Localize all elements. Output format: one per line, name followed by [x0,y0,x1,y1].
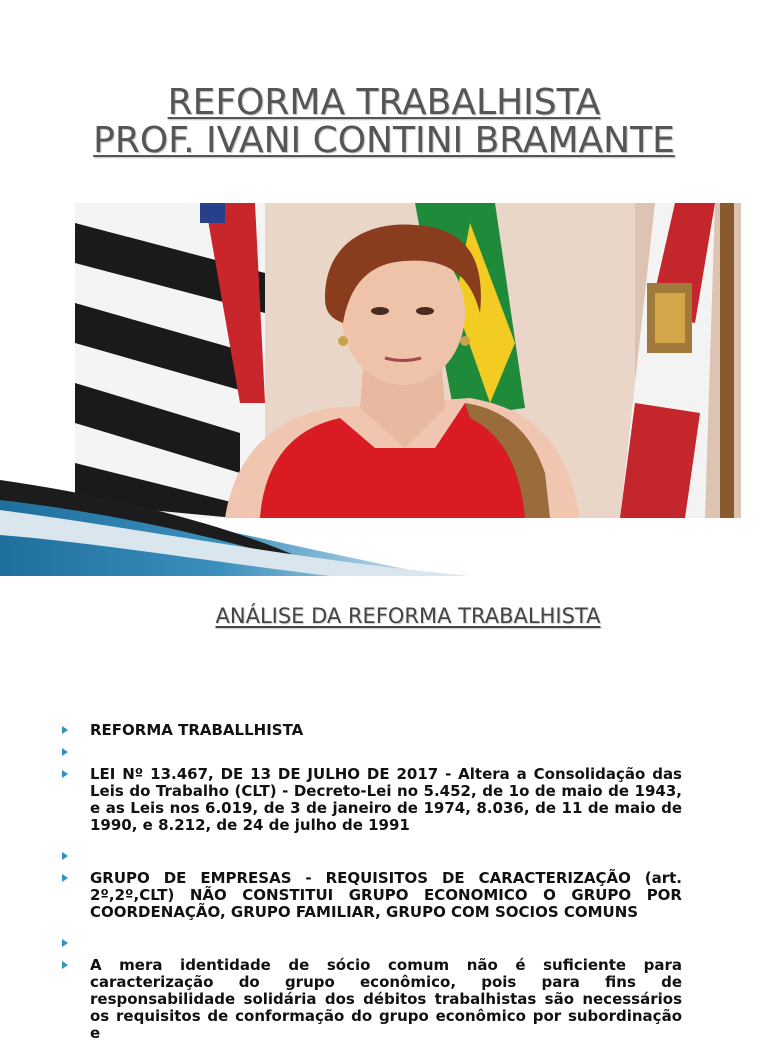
list-item [62,870,682,921]
decorative-swoosh [0,480,768,580]
list-item [62,744,682,761]
title-line-1: REFORMA TRABALHISTA [167,82,601,123]
bullet-arrow-icon [62,770,68,778]
list-item-text: REFORMA TRABALLHISTA [90,721,304,739]
slide-title [0,84,768,160]
bullet-arrow-icon [62,748,68,756]
list-item [62,935,682,952]
list-item [62,957,682,1042]
bullet-arrow-icon [62,874,68,882]
list-item [62,766,682,834]
list-item-text: A mera identidade de sócio comum não é suficiente para caracterização do grupo econômico, pois para fins de responsabilidade solidária dos débitos trabalhistas são necessários os requisitos de conformação do grupo econômico por subordinação e [90,956,682,1042]
title-line-2: PROF. IVANI CONTINI BRAMANTE [93,120,675,161]
flag-left-icon [75,203,265,518]
bullet-arrow-icon [62,961,68,969]
bullet-arrow-icon [62,939,68,947]
bullet-list [62,722,682,1047]
bullet-arrow-icon [62,852,68,860]
list-item [62,722,682,739]
list-item [62,848,682,865]
portrait-photo [75,203,741,518]
bullet-arrow-icon [62,726,68,734]
list-item-text: GRUPO DE EMPRESAS - REQUISITOS DE CARACTERIZAÇÃO (art. 2º,2º,CLT) NÃO CONSTITUI GRUPO ECONOMICO O GRUPO POR COORDENAÇÃO, GRUPO FAMILIAR, GRUPO COM SOCIOS COMUNS [90,869,682,921]
slide-subtitle: ANÁLISE DA REFORMA TRABALHISTA [215,604,601,628]
list-item-text: LEI Nº 13.467, DE 13 DE JULHO DE 2017 - Altera a Consolidação das Leis do Trabalho (CLT) - Decreto-Lei no 5.452, de 1o de maio de 1943, e as Leis nos 6.019, de 3 de janeiro de 1974, 8.036, de 11 de maio de 1990, e 8.212, de 24 de julho de 1991 [90,765,682,834]
